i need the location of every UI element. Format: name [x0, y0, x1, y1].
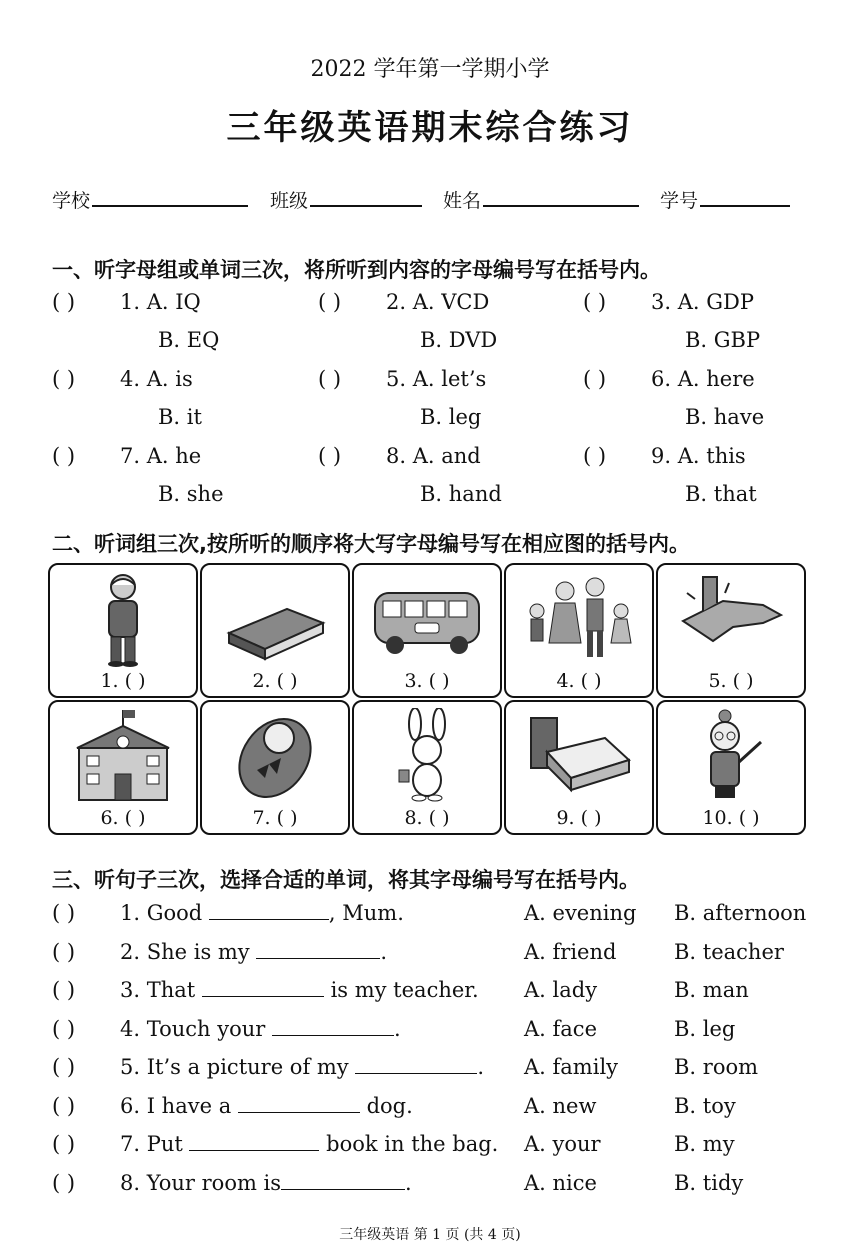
picture-card-1[interactable]	[48, 563, 198, 698]
s1-item-4-b: B. it	[158, 405, 202, 429]
picture-label-4[interactable]: 4. ( )	[556, 670, 602, 692]
s3-item-3-option-a: A. lady	[524, 978, 598, 1002]
student-id-field	[660, 186, 790, 213]
s1-item-8-b: B. hand	[420, 482, 502, 506]
picture-card-8[interactable]	[352, 700, 502, 835]
school-label: 学校	[52, 190, 91, 212]
section2-title: 二、听词组三次,按所听的顺序将大写字母编号写在相应图的括号内。	[52, 532, 690, 556]
school-building-icon	[65, 708, 181, 804]
s1-item-9-b: B. that	[685, 482, 757, 506]
exam-title: 三年级英语期末综合练习	[226, 108, 634, 148]
answer-blank[interactable]	[256, 940, 380, 959]
s1-item-4[interactable]: ( ) 4. A. is	[52, 367, 193, 391]
s3-item-1[interactable]: ( ) 1. Good , Mum.	[52, 901, 404, 925]
picture-card-2[interactable]	[200, 563, 350, 698]
picture-label-2[interactable]: 2. ( )	[252, 670, 298, 692]
book-icon	[217, 571, 333, 667]
s1-item-7-b: B. she	[158, 482, 224, 506]
picture-label-7[interactable]: 7. ( )	[252, 807, 298, 829]
s3-item-6-option-a: A. new	[524, 1094, 597, 1118]
s3-item-4-option-a: A. face	[524, 1017, 597, 1041]
teacher-icon	[673, 708, 789, 804]
answer-blank[interactable]	[202, 978, 324, 997]
answer-blank[interactable]	[281, 1171, 405, 1190]
picture-grid	[48, 563, 808, 835]
s3-item-7-option-b: B. my	[674, 1132, 735, 1156]
picture-label-8[interactable]: 8. ( )	[404, 807, 450, 829]
answer-blank[interactable]	[238, 1094, 360, 1113]
s3-item-2-option-b: B. teacher	[674, 940, 784, 964]
picture-card-9[interactable]	[504, 700, 654, 835]
picture-card-6[interactable]	[48, 700, 198, 835]
s1-item-5[interactable]: ( ) 5. A. let’s	[318, 367, 487, 391]
s3-item-4[interactable]: ( ) 4. Touch your .	[52, 1017, 401, 1041]
baby-icon	[217, 708, 333, 804]
s3-item-3-option-b: B. man	[674, 978, 749, 1002]
s1-item-6-b: B. have	[685, 405, 765, 429]
student-id-label: 学号	[660, 190, 699, 212]
name-label: 姓名	[443, 190, 482, 212]
section1-title: 一、听字母组或单词三次，将所听到内容的字母编号写在括号内。	[52, 258, 661, 282]
picture-card-3[interactable]	[352, 563, 502, 698]
s3-item-4-option-b: B. leg	[674, 1017, 736, 1041]
s1-item-7[interactable]: ( ) 7. A. he	[52, 444, 202, 468]
class-field	[270, 186, 422, 213]
s3-item-3[interactable]: ( ) 3. That is my teacher.	[52, 978, 479, 1002]
picture-card-10[interactable]	[656, 700, 806, 835]
class-input-line[interactable]	[310, 187, 422, 207]
class-label: 班级	[270, 190, 309, 212]
s1-item-5-b: B. leg	[420, 405, 482, 429]
s1-item-3[interactable]: ( ) 3. A. GDP	[583, 290, 754, 314]
bed-icon	[521, 708, 637, 804]
student-id-input-line[interactable]	[700, 187, 790, 207]
s1-item-8[interactable]: ( ) 8. A. and	[318, 444, 481, 468]
picture-card-7[interactable]	[200, 700, 350, 835]
school-input-line[interactable]	[92, 187, 248, 207]
exam-subtitle: 2022 学年第一学期小学	[310, 57, 550, 82]
answer-blank[interactable]	[209, 901, 329, 920]
s1-item-2-b: B. DVD	[420, 328, 498, 352]
picture-label-9[interactable]: 9. ( )	[556, 807, 602, 829]
picture-label-10[interactable]: 10. ( )	[702, 807, 760, 829]
s3-item-8[interactable]: ( ) 8. Your room is .	[52, 1171, 412, 1195]
name-input-line[interactable]	[483, 187, 639, 207]
s3-item-5[interactable]: ( ) 5. It’s a picture of my .	[52, 1055, 485, 1079]
s3-item-5-option-b: B. room	[674, 1055, 759, 1079]
picture-label-1[interactable]: 1. ( )	[100, 670, 146, 692]
s1-item-2[interactable]: ( ) 2. A. VCD	[318, 290, 490, 314]
picture-card-5[interactable]	[656, 563, 806, 698]
picture-label-5[interactable]: 5. ( )	[708, 670, 754, 692]
s3-item-8-option-b: B. tidy	[674, 1171, 744, 1195]
answer-blank[interactable]	[189, 1132, 319, 1151]
bus-icon	[369, 571, 485, 667]
section3-title: 三、听句子三次，选择合适的单词，将其字母编号写在括号内。	[52, 868, 640, 892]
s3-item-6-option-b: B. toy	[674, 1094, 736, 1118]
s1-item-9[interactable]: ( ) 9. A. this	[583, 444, 746, 468]
s3-item-1-option-b: B. afternoon	[674, 901, 807, 925]
s3-item-2[interactable]: ( ) 2. She is my .	[52, 940, 388, 964]
s1-item-6[interactable]: ( ) 6. A. here	[583, 367, 755, 391]
answer-blank[interactable]	[355, 1055, 477, 1074]
s3-item-8-option-a: A. nice	[524, 1171, 597, 1195]
s3-item-5-option-a: A. family	[524, 1055, 619, 1079]
name-field	[443, 186, 639, 213]
s1-item-3-b: B. GBP	[685, 328, 761, 352]
old-man-icon	[65, 571, 181, 667]
picture-card-4[interactable]	[504, 563, 654, 698]
page-footer: 三年级英语 第 1 页 (共 4 页)	[339, 1227, 521, 1243]
s3-item-7-option-a: A. your	[524, 1132, 601, 1156]
s3-item-1-option-a: A. evening	[524, 901, 637, 925]
family-icon	[521, 571, 637, 667]
picture-label-3[interactable]: 3. ( )	[404, 670, 450, 692]
rabbit-icon	[369, 708, 485, 804]
s1-item-1[interactable]: ( ) 1. A. IQ	[52, 290, 201, 314]
s3-item-7[interactable]: ( ) 7. Put book in the bag.	[52, 1132, 499, 1156]
clapping-hands-icon	[673, 571, 789, 667]
s3-item-2-option-a: A. friend	[524, 940, 617, 964]
s1-item-1-b: B. EQ	[158, 328, 220, 352]
s3-item-6[interactable]: ( ) 6. I have a dog.	[52, 1094, 413, 1118]
picture-label-6[interactable]: 6. ( )	[100, 807, 146, 829]
school-field	[52, 186, 248, 213]
answer-blank[interactable]	[272, 1017, 394, 1036]
